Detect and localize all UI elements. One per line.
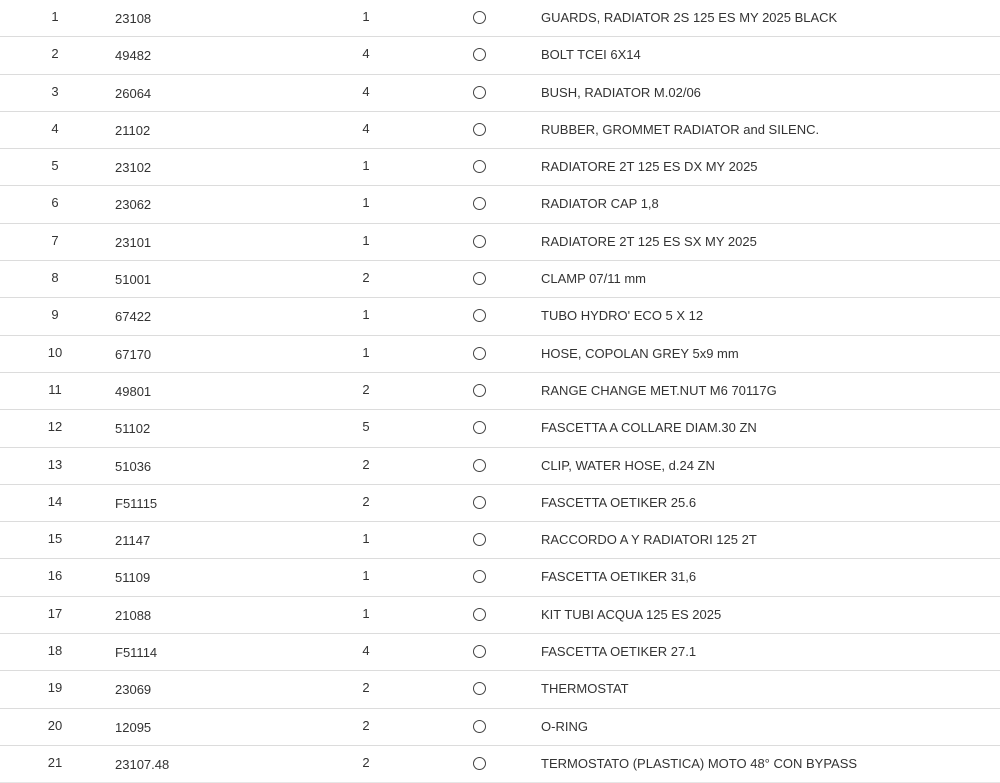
quantity: 2 (362, 381, 370, 397)
table-row (0, 149, 1000, 186)
position-number: 5 (51, 158, 59, 174)
table-row (0, 224, 1000, 261)
part-code: 23069 (115, 682, 152, 698)
part-description: CLAMP 07/11 mm (541, 271, 647, 287)
quantity: 4 (362, 643, 370, 659)
select-radio-button[interactable] (473, 197, 486, 210)
select-radio-button[interactable] (473, 682, 486, 695)
position-number: 10 (47, 344, 63, 360)
table-row (0, 336, 1000, 373)
quantity: 1 (362, 531, 370, 547)
table-row (0, 448, 1000, 485)
position-number: 3 (51, 83, 59, 99)
table-row (0, 709, 1000, 746)
part-code: 51102 (115, 421, 151, 437)
part-description: KIT TUBI ACQUA 125 ES 2025 (541, 606, 722, 622)
quantity: 1 (362, 9, 370, 24)
quantity: 1 (362, 195, 370, 211)
table-row (0, 485, 1000, 522)
part-description: RADIATORE 2T 125 ES SX MY 2025 (541, 233, 757, 249)
part-description: FASCETTA OETIKER 31,6 (541, 569, 697, 585)
part-code: 67422 (115, 309, 152, 325)
position-number: 16 (47, 568, 63, 584)
part-code: 51036 (115, 458, 152, 474)
part-description: BOLT TCEI 6X14 (541, 47, 641, 63)
part-description: GUARDS, RADIATOR 2S 125 ES MY 2025 BLACK (541, 10, 838, 25)
part-description: CLIP, WATER HOSE, d.24 ZN (541, 457, 715, 473)
select-radio-button[interactable] (473, 347, 486, 360)
quantity: 5 (362, 419, 370, 435)
position-number: 8 (51, 270, 59, 286)
select-radio-button[interactable] (473, 309, 486, 322)
part-description: FASCETTA OETIKER 25.6 (541, 494, 697, 510)
position-number: 21 (47, 754, 63, 770)
part-code: 51109 (115, 570, 151, 586)
position-number: 17 (47, 605, 63, 621)
select-cell (473, 459, 487, 473)
select-radio-button[interactable] (473, 48, 486, 61)
part-code: 23108 (115, 11, 152, 26)
select-radio-button[interactable] (473, 459, 486, 472)
table-row (0, 671, 1000, 708)
part-code: 23102 (115, 160, 152, 176)
part-code: 67170 (115, 346, 152, 362)
part-code: F51114 (115, 645, 158, 661)
select-radio-button[interactable] (473, 272, 486, 285)
select-cell (473, 533, 487, 547)
select-cell (473, 48, 487, 62)
quantity: 4 (362, 46, 370, 62)
select-cell (473, 384, 487, 398)
select-radio-button[interactable] (473, 645, 486, 658)
select-radio-button[interactable] (473, 235, 486, 248)
position-number: 9 (51, 307, 59, 323)
part-code: 21088 (115, 607, 152, 623)
part-code: 21102 (115, 122, 151, 138)
select-radio-button[interactable] (473, 11, 486, 24)
part-code: 21147 (115, 533, 151, 549)
table-row (0, 373, 1000, 410)
quantity: 2 (362, 270, 370, 286)
quantity: 4 (362, 83, 370, 99)
table-row (0, 0, 1000, 37)
table-row (0, 298, 1000, 335)
table-row (0, 112, 1000, 149)
select-cell (473, 11, 487, 25)
select-cell (473, 757, 487, 771)
select-radio-button[interactable] (473, 160, 486, 173)
part-code: 12095 (115, 719, 152, 735)
quantity: 1 (362, 232, 370, 248)
position-number: 11 (48, 381, 62, 397)
quantity: 2 (362, 680, 370, 696)
select-cell (473, 160, 487, 174)
select-cell (473, 197, 487, 211)
part-code: 23107.48 (115, 756, 170, 772)
position-number: 20 (47, 717, 63, 733)
select-cell (473, 608, 487, 622)
position-number: 18 (47, 643, 63, 659)
position-number: 19 (47, 680, 63, 696)
select-cell (473, 682, 487, 696)
quantity: 2 (362, 754, 370, 770)
select-cell (473, 86, 487, 100)
part-description: O-RING (541, 718, 588, 734)
quantity: 2 (362, 493, 370, 509)
part-code: 26064 (115, 85, 152, 101)
select-cell (473, 421, 487, 435)
select-radio-button[interactable] (473, 608, 486, 621)
select-radio-button[interactable] (473, 757, 486, 770)
part-code: 23101 (115, 234, 152, 250)
quantity: 2 (362, 717, 370, 733)
table-row (0, 597, 1000, 634)
part-description: TUBO HYDRO' ECO 5 X 12 (541, 308, 704, 324)
table-row (0, 410, 1000, 447)
part-description: FASCETTA OETIKER 27.1 (541, 644, 697, 660)
position-number: 4 (51, 120, 59, 136)
part-description: TERMOSTATO (PLASTICA) MOTO 48° CON BYPASS (541, 755, 858, 771)
part-description: RADIATORE 2T 125 ES DX MY 2025 (541, 159, 758, 175)
part-description: THERMOSTAT (541, 681, 629, 697)
select-cell (473, 720, 487, 734)
position-number: 15 (47, 531, 63, 547)
select-cell (473, 645, 487, 659)
table-row (0, 261, 1000, 298)
part-description: RADIATOR CAP 1,8 (541, 196, 659, 212)
position-number: 1 (51, 9, 59, 24)
position-number: 7 (51, 232, 59, 248)
select-radio-button[interactable] (473, 533, 486, 546)
table-row (0, 634, 1000, 671)
part-description: HOSE, COPOLAN GREY 5x9 mm (541, 345, 739, 361)
position-number: 13 (47, 456, 63, 472)
select-cell (473, 123, 487, 137)
select-radio-button[interactable] (473, 123, 486, 136)
position-number: 14 (47, 493, 63, 509)
table-row (0, 559, 1000, 596)
quantity: 1 (362, 307, 370, 323)
table-row (0, 186, 1000, 223)
select-cell (473, 309, 487, 323)
quantity: 2 (362, 456, 370, 472)
position-number: 6 (51, 195, 59, 211)
quantity: 1 (362, 605, 370, 621)
part-code: 49801 (115, 383, 152, 399)
part-code: 51001 (115, 272, 152, 288)
quantity: 1 (362, 344, 370, 360)
table-row (0, 522, 1000, 559)
part-description: BUSH, RADIATOR M.02/06 (541, 84, 701, 100)
part-code: F51115 (115, 495, 158, 511)
select-cell (473, 235, 487, 249)
part-description: RUBBER, GROMMET RADIATOR and SILENC. (541, 121, 820, 137)
part-code: 49482 (115, 48, 152, 64)
select-radio-button[interactable] (473, 86, 486, 99)
quantity: 1 (362, 568, 370, 584)
select-cell (473, 347, 487, 361)
part-description: FASCETTA A COLLARE DIAM.30 ZN (541, 420, 757, 436)
table-row (0, 746, 1000, 783)
quantity: 4 (362, 120, 370, 136)
table-row (0, 75, 1000, 112)
part-description: RACCORDO A Y RADIATORI 125 2T (541, 532, 757, 548)
position-number: 12 (47, 419, 63, 435)
select-radio-button[interactable] (473, 496, 486, 509)
select-cell (473, 496, 487, 510)
select-radio-button[interactable] (473, 720, 486, 733)
part-code: 23062 (115, 197, 152, 213)
table-row (0, 37, 1000, 74)
select-cell (473, 570, 487, 584)
select-radio-button[interactable] (473, 384, 486, 397)
part-description: RANGE CHANGE MET.NUT M6 70117G (541, 382, 777, 398)
quantity: 1 (362, 158, 370, 174)
select-radio-button[interactable] (473, 570, 486, 583)
select-cell (473, 272, 487, 286)
select-radio-button[interactable] (473, 421, 486, 434)
position-number: 2 (51, 46, 59, 62)
